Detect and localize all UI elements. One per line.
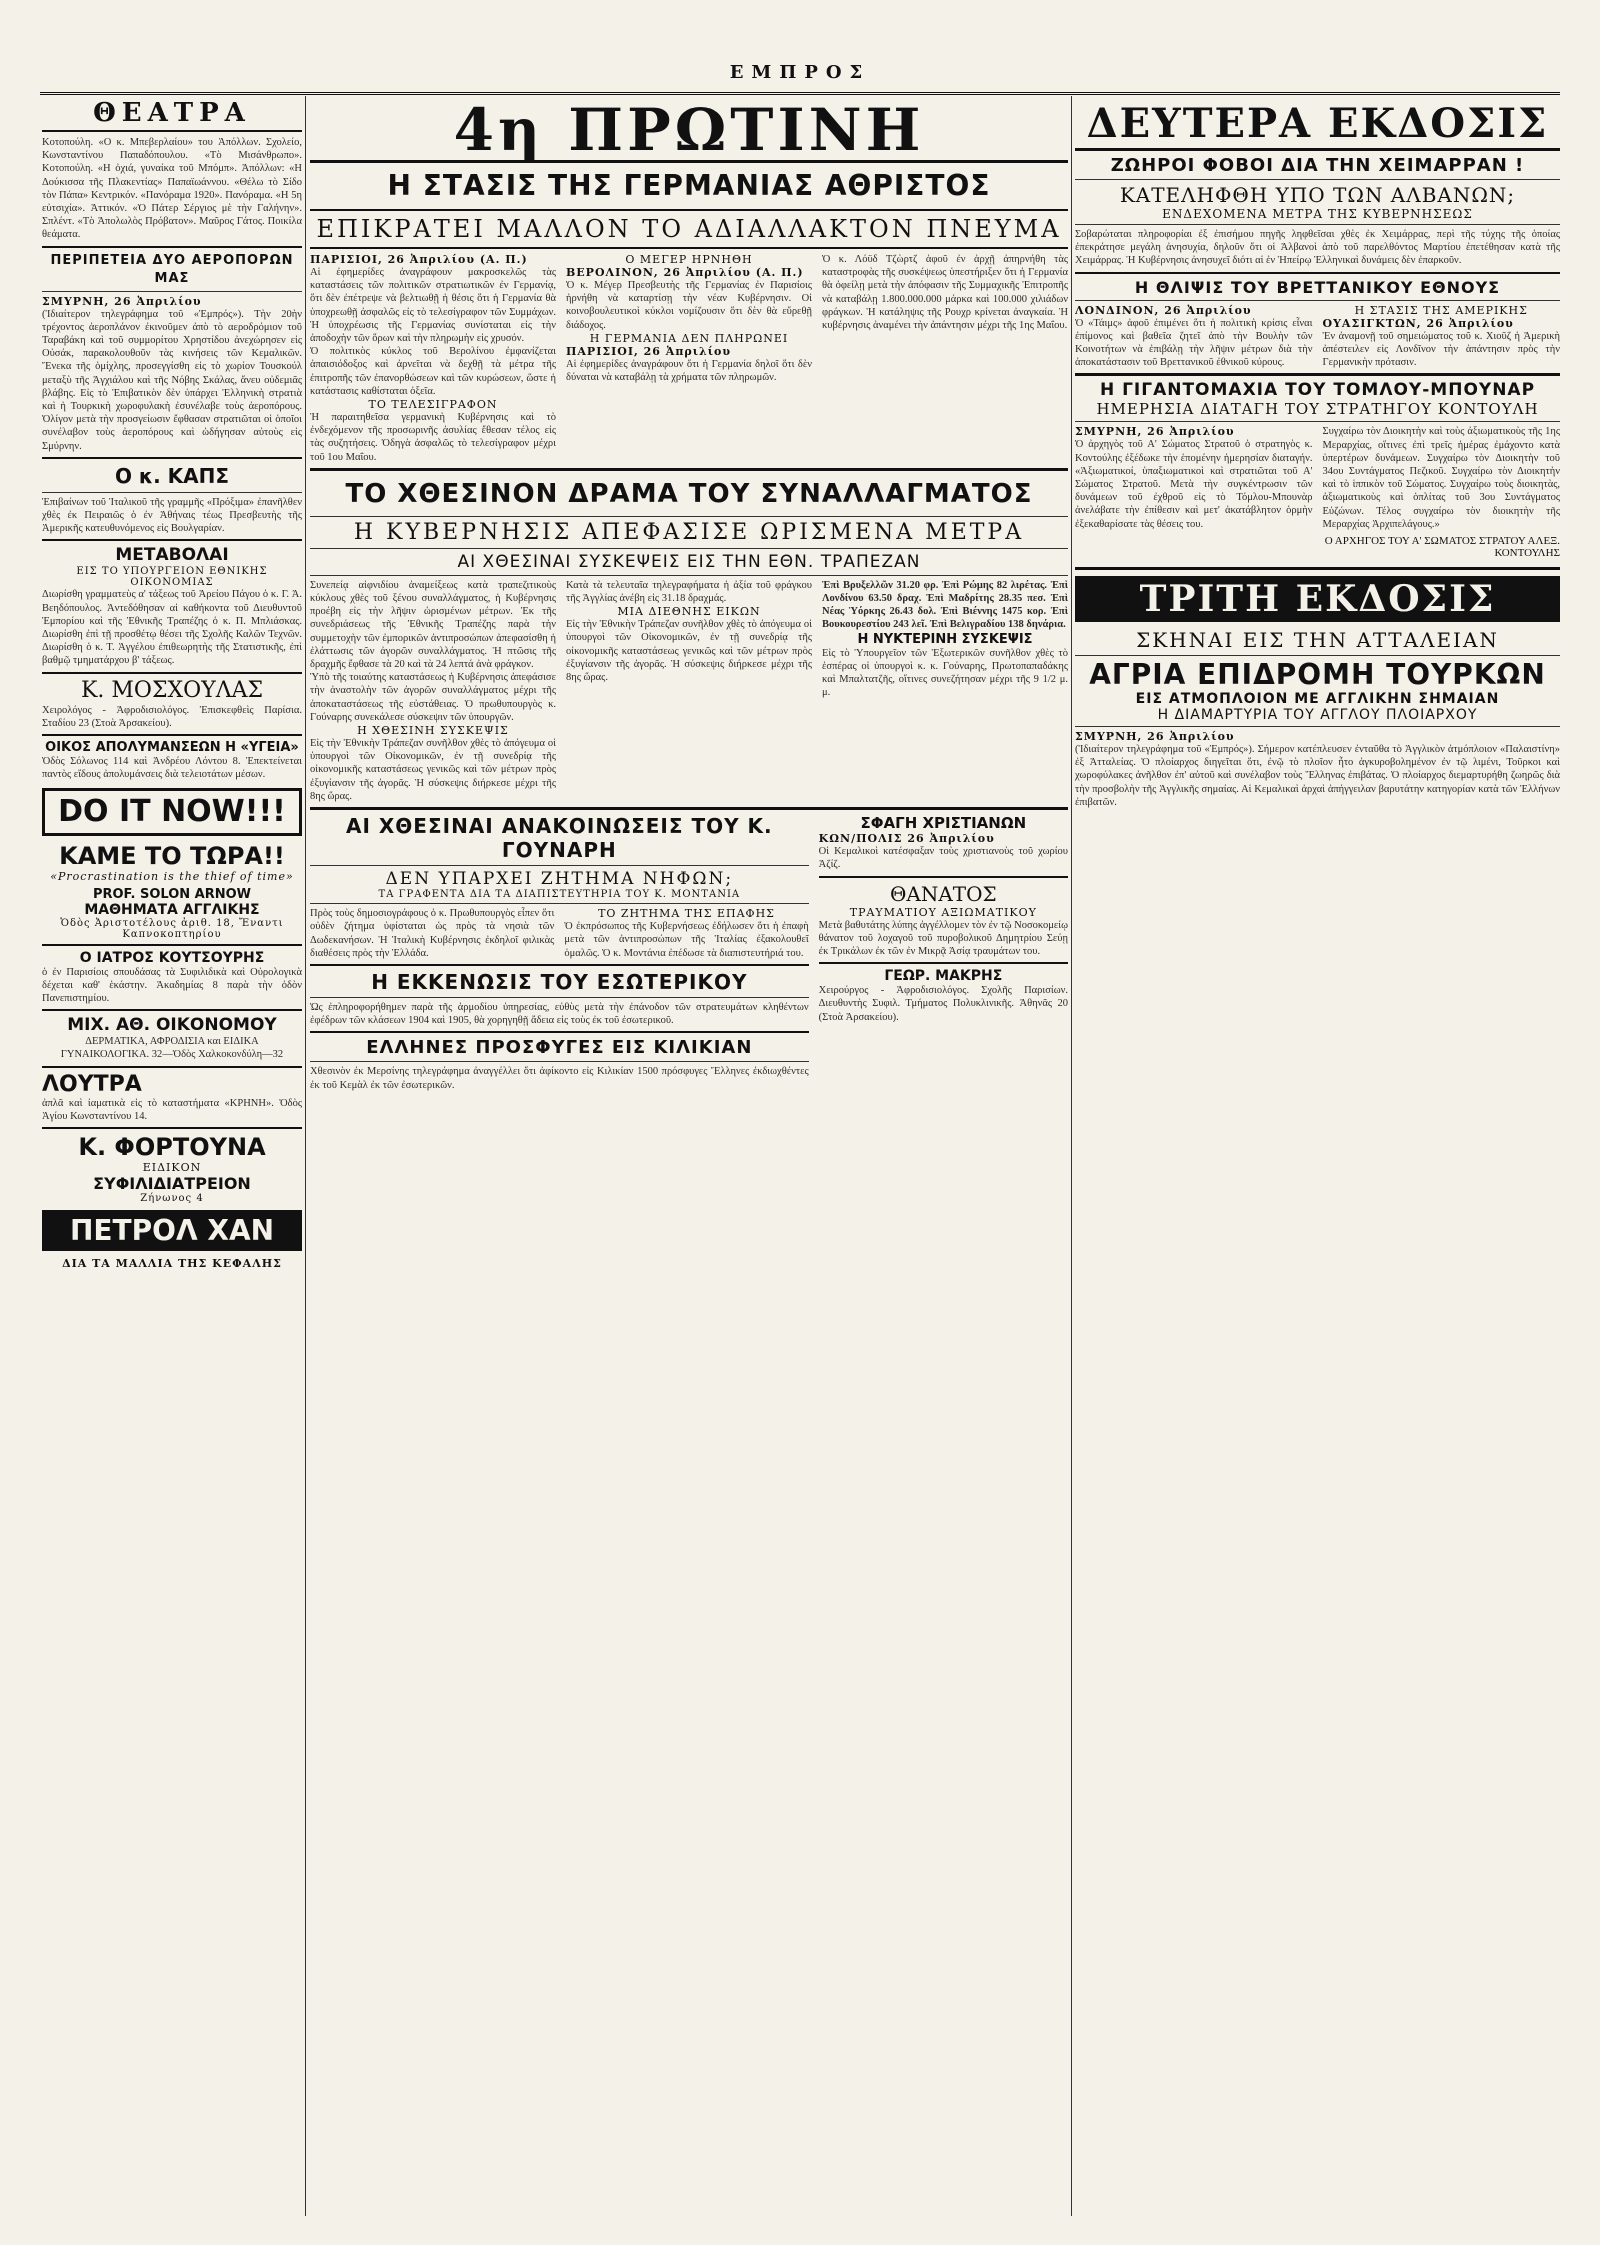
drama-subheadline2: ΑΙ ΧΘΕΣΙΝΑΙ ΣΥΣΚΕΨΕΙΣ ΕΙΣ ΤΗΝ ΕΘΝ. ΤΡΑΠΕΖΑΝ [457, 551, 921, 572]
turks-dateline: ΣΜΥΡΝΗ, 26 Ἀπριλίου [1075, 730, 1235, 744]
germany-subcol [822, 253, 1068, 464]
mission-text: Κατὰ τὰ τελευταῖα τηλεγραφήματα ἡ ἀξία τοῦ φράγκου τῆς Ἀγγλίας ἀνέβη εἰς 31.18 δραχμάς. [566, 579, 812, 605]
giant-signature: Ο ΑΡΧΗΓΟΣ ΤΟΥ Α' ΣΩΜΑΤΟΣ ΣΤΡΑΤΟΥ ΑΛΕΞ. ΚΟΝΤΟΥΛΗΣ [1324, 535, 1560, 560]
third-edition-banner: ΤΡΙΤΗ ΕΚΔΟΣΙΣ [1139, 578, 1496, 621]
germany-pay-text: Αἱ ἐφημερίδες ἀναγράφουν ὅτι ἡ Γερμανία δηλοῖ ὅτι δὲν δύναται νὰ καταβάλῃ τὰ χρήματα τῶν πληρωμῶν. [566, 358, 812, 384]
thanatos-text: Μετὰ βαθυτάτης λύπης ἀγγέλλομεν τὸν ἐν τῷ Νοσοκομείῳ θάνατον τοῦ λοχαγοῦ τοῦ πυροβολικοῦ Δημητρίου Σεύῃ ἐκ Τρικάλων ἐκ τῶν ἐν Μικρᾷ Ἀσίᾳ τραυμάτων του. [818, 919, 1068, 957]
attalia-headline: ΣΚΗΝΑΙ ΕΙΣ ΤΗΝ ΑΤΤΑΛΕΙΑΝ [1136, 628, 1499, 653]
evening-text: Εἰς τὴν Ἐθνικὴν Τράπεζαν συνῆλθον χθὲς τὸ ἀπόγευμα οἱ ὑπουργοὶ τῶν Οἰκονομικῶν, ἐν τῇ συνεδρίᾳ τῆς οἰκονομικῆς καταστάσεως γενικῶς καὶ τῶν μέτρων πρὸς ἐξυγίανσιν τῆς ἀγορᾶς. Ἡ σύσκεψις διήρκεσε μέχρι τῆς 8ης ὥρας. [566, 619, 812, 684]
america-text: Ἐν ἀναμονῇ τοῦ σημειώματος τοῦ κ. Χιοῦζ ἡ Ἀμερικὴ ἀπέστειλεν εἰς Λονδῖνον τὴν ἀπάντησιν πρὸς τὴν Γερμανικὴν πρότασιν. [1322, 330, 1560, 369]
makris-ad-title: ΓΕΩΡ. ΜΑΚΡΗΣ [884, 968, 1003, 985]
oikos-ad-title: ΟΙΚΟΣ ΑΠΟΛΥΜΑΝΣΕΩΝ Η «ΥΓΕΙΑ» [45, 740, 299, 756]
doctor-ad-title: Ο ΙΑΤΡΟΣ ΚΟΥΤΣΟΥΡΗΣ [79, 949, 265, 966]
evac-text: Ὡς ἐπληροφορήθημεν παρὰ τῆς ἁρμοδίου ὑπηρεσίας, εὐθὺς μετὰ τὴν ἐπάνοδον τῶν στρατευμάτων κληθέντων ἐφέδρων τῶν κλάσεων 1904 καὶ 1905, θὰ χορηγηθῇ ἄδεια εἰς τοὺς ἐκ τοῦ ἐσωτερικοῦ. [310, 1001, 809, 1027]
gounaris-headline: ΑΙ ΧΘΕΣΙΝΑΙ ΑΝΑΚΟΙΝΩΣΕΙΣ ΤΟΥ Κ. ΓΟΥΝΑΡΗ [346, 814, 773, 863]
meyer-text: Ὁ κ. Μέγερ Πρεσβευτὴς τῆς Γερμανίας ἐν Παρισίοις ἠρνήθη νὰ καταρτίσῃ τὴν νέαν Κυβέρνησιν. Οἱ κοινοβουλευτικοὶ κύκλοι νομίζουσιν ὅτι δὲν θὰ εὕρεθῇ διάδοχος. [566, 280, 812, 331]
germany-text: Ὁ κ. Λόϋδ Τζὼρτζ ἀφοῦ ἐν ἀρχῇ ἀπηρνήθη τὰς καταστροφὰς τῆς συσκέψεως ὑπεστήριξεν ὅτι ἡ Γερμανία θὰ ὀφείλῃ μετὰ τὴν ἀπόφασιν τῆς Συμμαχικῆς Ἐπιτροπῆς νὰ καταβάλῃ 1.800.000.000 μάρκα καὶ 100.000 χιλιάδων φράγκων. Ἡ κατάληψις τῆς Ρουχρ κρίνεται ἀναγκαία. Ἡ κυβέρνησις ἀναμένει τὴν ἀπάντησιν μέχρι τῆς 1ης Μαΐου. [822, 254, 1068, 332]
meyer-dateline: ΒΕΡΟΛΙΝΟΝ, 26 Ἀπριλίου (Α. Π.) [566, 266, 804, 279]
giant-article [1075, 425, 1560, 563]
edition-banner: 4η ΠΡΩΤΙΝΗ [310, 100, 1068, 163]
evening-text: Εἰς τὴν Ἐθνικὴν Τράπεζαν συνῆλθον χθὲς τὸ ἀπόγευμα οἱ ὑπουργοὶ τῶν Οἰκονομικῶν, ἐν τῇ συνεδρίᾳ τῆς οἰκονομικῆς καταστάσεως γενικῶς καὶ τῶν μέτρων πρὸς ἐξυγίανσιν τῆς ἀγορᾶς. Ἡ σύσκεψις διήρκεσε μέχρι τῆς 8ης ὥρας. [310, 738, 556, 802]
fortouna-ad-subtitle2: ΣΥΦΙΛΙΔΙΑΤΡΕΙΟΝ [93, 1173, 251, 1193]
contact-text: Ὁ ἐκπρόσωπος τῆς Κυβερνήσεως ἐδήλωσεν ὅτι ἡ ἐπαφὴ μετὰ τῶν ἀντιπροσώπων τῆς Ἰταλίας ἐξακολουθεῖ ὁμαλῶς. Ὁ κ. Μοντάνια ἐπέδωσε τὰ διαπιστευτήριά του. [564, 921, 809, 959]
germany-subcol [566, 253, 812, 464]
albania-text: Σοβαρώταται πληροφορίαι ἐξ ἐπισήμου πηγῆς ληφθεῖσαι χθὲς ἐκ Χειμάρρας, περὶ τῆς τύχης τῆς ὁποίας ἐπεκράτησε μεγάλη ἀνησυχία, δηλοῦν ὅτι οἱ Ἀλβανοὶ ἀπὸ τοῦ παρελθόντος Μαρτίου ἐπετέθησαν κατὰ τῆς Χειμάρρας. Ἡ Κυβέρνησις ἀνησυχεῖ διότι αἱ ἐν Ἠπείρῳ Ἑλληνικαὶ δυνάμεις δὲν ἐπαρκοῦν. [1075, 229, 1560, 267]
kaps-text: Ἐπιβαίνων τοῦ Ἰταλικοῦ τῆς γραμμῆς «Πρόξιμα» ἐπανῆλθεν χθὲς ἐκ Πειραιῶς ὁ ἐν Ἀθήναις τέως Πρεσβευτὴς τῆς Ἀμερικῆς κατευθυνόμενος εἰς Βουλγαρίαν. [42, 496, 302, 535]
giant-text: Συγχαίρω τὸν Διοικητὴν καὶ τοὺς ἀξιωματικοὺς τῆς 1ης Μεραρχίας, οἵτινες ἐπὶ τρεῖς ἡμέρας ἐμάχοντο κατὰ ὑπερτέρων δυνάμεων. Συγχαίρω τὸν Διοικητὴν τοῦ 34ου Συντάγματος Πεζικοῦ. Συγχαίρω τὸν Διοικητὴν καὶ τὸ ἱππικὸν τοῦ Σώματος. Συγχαίρω τοὺς διοικητὰς, ἀξιωματικοὺς καὶ ὁπλίτας τοῦ 3ου Συντάγματος Εὐζώνων. Τέλος συγχαίρω τὸν διοικητὴν τῆς Μεραρχίας Ἀρχιπελάγους.» [1322, 426, 1560, 530]
giant-subcol [1075, 425, 1313, 563]
center-column [310, 100, 1068, 2210]
fortouna-ad-address: Ζήνωνος 4 [140, 1192, 204, 1204]
kaps-heading: Ο κ. ΚΑΠΣ [114, 463, 230, 488]
divider [310, 865, 809, 866]
divider [310, 903, 809, 904]
mission-subheading: ΜΙΑ ΔΙΕΘΝΗΣ ΕΙΚΩΝ [617, 605, 761, 619]
divider [1075, 655, 1560, 656]
telegraph-text: Ἡ παραιτηθεῖσα γερμανικὴ Κυβέρνησις καὶ τὸ ἐνδεχόμενον τῆς προσωρινῆς ἀσυλίας ἔθεσαν τέλος εἰς τὰς συζητήσεις. Ὀδηγὰ ἀσφαλῶς τὸ τελεσίγραφον μέχρι τοῦ 1ου Μαΐου. [310, 412, 556, 463]
metaboles-heading: ΜΕΤΑΒΟΛΑΙ [115, 545, 229, 566]
divider [310, 997, 809, 998]
oikonomou-ad-title: ΜΙΧ. ΑΘ. ΟΙΚΟΝΟΜΟΥ [67, 1015, 277, 1036]
sfagi-text: Οἱ Κεμαλικοὶ κατέσφαξαν τοὺς χριστιανοὺς τοῦ χωρίου Ἀζίζ. [818, 846, 1068, 871]
makris-ad-text: Χειρούργος - Ἀφροδισιολόγος. Σχολῆς Παρισίων. Διευθυντὴς Συφιλ. Τμήματος Πολυκλινικῆς. Ἀθηνᾶς 20 (Στοὰ Ἀρσακείου). [818, 985, 1068, 1023]
divider [310, 516, 1068, 517]
solon-ad-subtitle: ΜΑΘΗΜΑΤΑ ΑΓΓΛΙΚΗΣ [84, 901, 260, 918]
british-subcol [1075, 304, 1313, 370]
divider [1075, 373, 1560, 376]
giant-text: Ὁ ἀρχηγὸς τοῦ Α' Σώματος Στρατοῦ ὁ στρατηγὸς κ. Κοντούλης ἐξέδωκε τὴν ἑπομένην ἡμερησίαν διαταγήν. «Ἀξιωματικοί, ὑπαξιωματικοὶ καὶ στρατιῶται τοῦ Α' Σώματος Στρατοῦ. Μετὰ τὴν συγκέντρωσιν τῶν δυνάμεων τοῦ ἐχθροῦ εἰς τὸ Τόμλου-Μπουνὰρ ἀνελάβατε τὴν ἐπίθεσιν καὶ μετ' ἀκατάβλητον ὁρμὴν ἐξεκαθαρίσατε τὰς θέσεις του. [1075, 439, 1313, 530]
exchange-rates-text: Ἐπὶ Βρυξελλῶν 31.20 φρ. Ἐπὶ Ρώμης 82 λιρέτας. Ἐπὶ Λονδίνου 63.50 δραχ. Ἐπὶ Μαδρίτης 28.35 πεσ. Ἐπὶ Νέας Ὑόρκης 26.43 δολ. Ἐπὶ Βιέννης 1475 κορ. Ἐπὶ Βουκουρεστίου 243 λεῖ. Ἐπὶ Βελιγραδίου 138 δηνάρια. [822, 579, 1068, 631]
divider [310, 575, 1068, 576]
divider [1075, 179, 1560, 180]
british-article [1075, 304, 1560, 370]
gounaris-subheadline2: ΤΑ ΓΡΑΦΕΝΤΑ ΔΙΑ ΤΑ ΔΙΑΠΙΣΤΕΥΤΗΡΙΑ ΤΟΥ Κ. ΜΟΝΤΑΝΙΑ [378, 889, 741, 901]
metaboles-subheading: ΕΙΣ ΤΟ ΥΠΟΥΡΓΕΙΟΝ ΕΘΝΙΚΗΣ ΟΙΚΟΝΟΜΙΑΣ [76, 566, 268, 589]
divider [42, 1127, 302, 1129]
second-edition-banner: ΔΕΥΤΕΡΑ ΕΚΔΟΣΙΣ [1075, 100, 1560, 151]
british-text: Ὁ «Τάιμς» ἀφοῦ ἐπιμένει ὅτι ἡ πολιτικὴ κρίσις εἶναι ἐπίμονος καὶ βαθεῖα ζητεῖ ἀπὸ τὴν Βουλὴν τῶν Κοινοτήτων νὰ ἐπιβάλῃ τὴν λῆψιν μέτρων διὰ τὴν ἀποκατάστασιν τοῦ Βρεττανικοῦ ἐθνικοῦ κύρους. [1075, 317, 1313, 369]
metaboles-text: Διωρίσθη γραμματεὺς α' τάξεως τοῦ Ἀρείου Πάγου ὁ κ. Γ. Ἀ. Βεηδόπουλος. Ἀντεδόθησαν αἱ καθήκοντα τοῦ Διευθυντοῦ Ἐμπορίου καὶ τῆς Ἐθνικῆς Τραπέζης ὁ κ. Π. Μπλιάσκας. Διωρίσθη ἐπὶ τῇ προσθέτῳ θέσει τῆς Σχολῆς Καλῶν Τεχνῶν. Διωρίσθη ὁ κ. Τ. Ἀγγέλου ἐπιθεωρητὴς τῆς Στατιστικῆς, ἐπὶ βαθμῷ τμηματάρχου β' τάξεως. [42, 589, 302, 667]
night-subheading: Η ΝΥΚΤΕΡΙΝΗ ΣΥΣΚΕΨΙΣ [857, 631, 1033, 647]
divider [42, 672, 302, 674]
drama-subcol [822, 579, 1068, 803]
theatra-heading: ΘΕΑΤΡΑ [93, 100, 251, 128]
gounaris-subcol [564, 907, 808, 960]
divider [1075, 726, 1560, 727]
germany-subcol [310, 253, 556, 464]
turks-subheadline2: Η ΔΙΑΜΑΡΤΥΡΙΑ ΤΟΥ ΑΓΓΛΟΥ ΠΛΟΙΑΡΧΟΥ [1157, 707, 1478, 724]
divider [42, 734, 302, 736]
moschoulas-ad-title: Κ. ΜΟΣΧΟΥΛΑΣ [80, 677, 264, 703]
sfagi-headline: ΣΦΑΓΗ ΧΡΙΣΤΙΑΝΩΝ [860, 814, 1027, 833]
solon-ad-name: PROF. SOLON ARNOW [92, 886, 252, 902]
divider [310, 1061, 809, 1062]
petrol-ad-title: ΠΕΤΡΟΛ ΧΑΝ [69, 1213, 275, 1247]
meyer-subheading: Ο ΜΕΓΕΡ ΗΡΝΗΘΗ [625, 253, 753, 266]
gounaris-text: Πρὸς τοὺς δημοσιογράφους ὁ κ. Πρωθυπουργὸς εἶπεν ὅτι οὐδὲν ζήτημα ὑφίσταται ὡς πρὸς τὰ νησιὰ τῶν Δωδεκανήσων. Ἡ Ἰταλικὴ Κυβέρνησις ἐκδηλοῖ φιλικὰς διαθέσεις πρὸς τὴν Ἑλλάδα. [310, 908, 555, 959]
fortouna-ad-subtitle: ΕΙΔΙΚΟΝ [142, 1160, 202, 1174]
british-subcol [1323, 304, 1561, 370]
left-column [42, 100, 302, 2210]
oikonomou-ad-text: ΔΕΡΜΑΤΙΚΑ, ΑΦΡΟΔΙΣΙΑ και ΕΙΔΙΚΑ ΓΥΝΑΙΚΟΛΟΓΙΚΑ. 32—Ὁδὸς Χαλκοκονδύλη—32 [60, 1036, 284, 1061]
drama-text: Συνεπείᾳ αἰφνιδίου ἀναμείξεως κατὰ τραπεζιτικοὺς κύκλους χθὲς τοῦ ξένου συναλλάγματος, ἡ Κυβέρνησις προέβη εἰς τὴν λῆψιν ὡρισμένων μέτρων. Ἐκ τῆς συνεδριάσεως τῆς Ἐθνικῆς Τραπέζης παρὰ τὴν συμμετοχὴν τῶν ἐμπορικῶν ἀντιπροσώπων ἀπεφασίσθη ἡ ἐλάττωσις τῶν ἀγορῶν συναλλάγματος. Ἡ πτῶσις τῆς δραχμῆς ἔφθασε τὰ 20 καὶ τὰ 24 λεπτά ἀνὰ φράγκον. [310, 579, 556, 671]
doit-ad-title: DO IT NOW!!! [58, 793, 286, 829]
drama-subcol [310, 579, 556, 803]
night-text: Εἰς τὸ Ὑπουργεῖον τῶν Ἐξωτερικῶν συνῆλθον χθὲς τὸ ἑσπέρας οἱ ὑπουργοὶ κ. κ. Γούναρης, Πρωτοπαπαδάκης καὶ Μπαλτατζῆς, οἵτινες συνεζήτησαν μέχρι τῆς 9 1/2 μ. μ. [822, 647, 1068, 699]
masthead [40, 62, 1560, 95]
doctor-ad-text: ὁ ἐν Παρισίοις σπουδάσας τὰ Συφιλιδικὰ καὶ Οὐρολογικὰ δέχεται καθ' ἑκάστην. Ἀκαδημίας 8 παρὰ τὴν ὁδὸν Πανεπιστημίου. [42, 966, 302, 1004]
giant-dateline: ΣΜΥΡΝΗ, 26 Ἀπριλίου [1075, 425, 1235, 439]
divider [42, 1009, 302, 1011]
divider [42, 291, 302, 292]
germany-subheadline: ΕΠΙΚΡΑΤΕΙ ΜΑΛΛΟΝ ΤΟ ΑΔΙΑΛΛΑΚΤΟΝ ΠΝΕΥΜΑ [316, 215, 1062, 243]
giant-subcol [1323, 425, 1561, 563]
drama-subcol [566, 579, 812, 803]
evac-headline: Η ΕΚΚΕΝΩΣΙΣ ΤΟΥ ΕΣΩΤΕΡΙΚΟΥ [371, 969, 748, 994]
lower-right-block [819, 814, 1068, 1092]
america-dateline: ΟΥΑΣΙΓΚΤΩΝ, 26 Ἀπριλίου [1322, 316, 1514, 330]
divider [819, 962, 1068, 964]
british-dateline: ΛΟΝΔΙΝΟΝ, 26 Ἀπριλίου [1075, 303, 1252, 317]
divider [310, 1031, 809, 1033]
sfagi-dateline: ΚΩΝ/ΠΟΛΙΣ 26 Ἀπριλίου [818, 832, 995, 846]
divider [1075, 421, 1560, 422]
kame-ad-title: ΚΑΜΕ ΤΟ ΤΩΡΑ!! [59, 841, 285, 870]
divider [310, 247, 1068, 249]
germany-headline: Η ΣΤΑΣΙΣ ΤΗΣ ΓΕΡΜΑΝΙΑΣ ΑΘΡΙΣΤΟΣ [387, 169, 991, 202]
loutra-ad-text: ἀπλᾶ καὶ ἰαματικὰ εἰς τὸ καταστήματα «ΚΡΗΝΗ». Ὁδὸς Ἁγίου Κωνσταντίνου 14. [42, 1097, 302, 1122]
theatra-text: Κοτοπούλη. «Ο κ. Μπεβερλαίου» του Ἀπόλλων. Σχολείο, Κωνσταντίνου Παπαδόπουλου. «Τὸ Μισάνθρωπο». Κοτοπούλη. «Η ὀχιά, γυναίκα τοῦ Μπόμπ». Ἀπόλλων: «Η Δούκισσα τῆς Πλακεντίας» Παπαϊωάννου. «Θέλω τὸ Σίδο τὸν Πάπα» Κεντρικόν. «Πανόραμα 1920». Πανόραμα. «Η 5η εὐτσιχία». Ἀττικόν. «Ὁ Πάτερ Σέργιος μὲ τὴν Γαλήνην». Σπλέντ. «Τὸ Ἀπολωλὸς Πρόβατον». Μαῦρος Γάτος. Ποικίλα θεάματα. [42, 137, 302, 241]
divider [42, 130, 302, 132]
divider [310, 209, 1068, 211]
giant-subheadline: ΗΜΕΡΗΣΙΑ ΔΙΑΤΑΓΗ ΤΟΥ ΣΤΡΑΤΗΓΟΥ ΚΟΝΤΟΥΛΗ [1096, 400, 1539, 419]
refugees-headline: ΕΛΛΗΝΕΣ ΠΡΟΣΦΥΓΕΣ ΕΙΣ ΚΙΛΙΚΙΑΝ [366, 1037, 753, 1059]
right-column [1075, 100, 1560, 2210]
divider [42, 246, 302, 248]
panic-headline: ΖΩΗΡΟΙ ΦΟΒΟΙ ΔΙΑ ΤΗΝ ΧΕΙΜΑΡΡΑΝ ! [1110, 155, 1525, 176]
albania-headline: ΚΑΤΕΛΗΦΘΗ ΥΠΟ ΤΩΝ ΑΛΒΑΝΩΝ; [1119, 183, 1516, 207]
evening-subheading: Η ΧΘΕΣΙΝΗ ΣΥΣΚΕΨΙΣ [357, 724, 509, 738]
doit-ad [42, 788, 302, 836]
germany-pay-subheading: Η ΓΕΡΜΑΝΙΑ ΔΕΝ ΠΛΗΡΩΝΕΙ [589, 331, 789, 345]
divider [1075, 272, 1560, 274]
albania-subheadline: ΕΝΔΕΧΟΜΕΝΑ ΜΕΤΡΑ ΤΗΣ ΚΥΒΕΡΝΗΣΕΩΣ [1162, 207, 1473, 221]
germany-article [310, 253, 1068, 464]
solon-ad-address: Ὁδὸς Ἀριστοτέλους ἀριθ. 18, Ἔναντι Καπνοκοπτηρίου [60, 917, 284, 940]
telegraph-subheading: ΤΟ ΤΕΛΕΣΙΓΡΑΦΟΝ [368, 398, 498, 412]
british-headline: Η ΘΛΙΨΙΣ ΤΟΥ ΒΡΕΤΤΑΝΙΚΟΥ ΕΘΝΟΥΣ [1134, 277, 1501, 297]
divider [310, 548, 1068, 549]
divider [310, 807, 1068, 810]
divider [42, 539, 302, 541]
germany-pay-dateline: ΠΑΡΙΣΙΟΙ, 26 Ἀπριλίου [566, 344, 732, 358]
third-edition-banner-bg [1075, 576, 1560, 622]
column-divider [1071, 96, 1072, 2216]
divider [42, 457, 302, 459]
divider [42, 492, 302, 493]
contact-subheading: ΤΟ ΖΗΤΗΜΑ ΤΗΣ ΕΠΑΦΗΣ [598, 907, 775, 921]
gounaris-subheadline: ΔΕΝ ΥΠΑΡΧΕΙ ΖΗΤΗΜΑ ΝΗΦΩΝ; [385, 869, 734, 890]
divider [42, 944, 302, 946]
thanatos-headline: ΘΑΝΑΤΟΣ [890, 881, 997, 906]
germany-text: Ὁ πολιτικὸς κύκλος τοῦ Βερολίνου ἐμφανίζεται ἀπαισιόδοξος καὶ ἀρνεῖται νὰ δεχθῇ τὰ μέτρα τῆς ἐπιτροπῆς τῶν ἐπανορθώσεων καὶ τῶν κυρώσεων, ὥστε ἡ κατάστασις καθίσταται ὀξεῖα. [310, 346, 556, 397]
oikos-ad-text: Ὁδὸς Σόλωνος 114 καὶ Ἀνδρέου Λόντου 8. Ἐπεκτείνεται παντὸς εἴδους ἀπολυμάνσεις διὰ τελειοτάτων μέσων. [42, 756, 302, 781]
loutra-ad-title: ΛΟΥΤΡΑ [42, 1071, 142, 1097]
lower-center [310, 814, 1068, 1092]
turks-text: (Ἰδιαίτερον τηλεγράφημα τοῦ «Ἐμπρός»). Σήμερον κατέπλευσεν ἐνταῦθα τὸ Ἀγγλικὸν ἀτμόπλοιον «Παλαιστίνη» ἐξ Ἀτταλείας. Ὁ πλοίαρχος διηγεῖται ὅτι, ἐνῷ τὸ πλοῖον ἦτο ἀγκυροβολημένον ἐν τῷ λιμένι, Τοῦρκοι καὶ χωροφύλακες ἀνῆλθον ἐπ' αὐτοῦ καὶ συνέλαβον τοὺς Ἕλληνας ἐπιβάτας. Ὁ πλοίαρχος διεμαρτυρήθη ζωηρῶς διὰ τὴν προσβολὴν τῆς Ἀγγλικῆς σημαίας. Αἱ Κεμαλικαὶ ἀρχαὶ ἀπήγγειλαν βαρυτάτην κατηγορίαν κατὰ τῶν Ἑλλήνων ἐπιβατῶν. [1075, 744, 1560, 808]
procrastination-quote: «Procrastination is the thief of time» [50, 869, 294, 883]
petrol-ad-subtitle: ΔΙΑ ΤΑ ΜΑΛΛΙΑ ΤΗΣ ΚΕΦΑΛΗΣ [62, 1256, 282, 1270]
drama-subheadline: Η ΚΥΒΕΡΝΗΣΙΣ ΑΠΕΦΑΣΙΣΕ ΩΡΙΣΜΕΝΑ ΜΕΤΡΑ [353, 519, 1025, 545]
germany-dateline: ΠΑΡΙΣΙΟΙ, 26 Ἀπριλίου (Α. Π.) [310, 253, 528, 266]
divider [310, 468, 1068, 471]
thanatos-subheadline: ΤΡΑΥΜΑΤΙΟΥ ΑΞΙΩΜΑΤΙΚΟΥ [849, 905, 1037, 919]
petrol-ad [42, 1210, 302, 1251]
divider [42, 1066, 302, 1068]
germany-text: Αἱ ἐφημερίδες ἀναγράφουν μακροσκελῶς τὰς καταστάσεις τῶν πολιτικῶν στρατιωτικῶν ἐν Γερμανίᾳ, ὅτι δὲν ἐπέτρεψε νὰ βελτιωθῇ ἡ θέσις ὅτι ἡ Γερμανία θὰ ὑποχρεωθῇ ἀσφαλῶς εἰς τὸ τελεσίγραφον τῶν Συμμάχων. Ἡ ὑποχρέωσις τῆς Γερμανίας συνίσταται εἰς τὴν ἀποδοχὴν τῶν ὅρων καὶ τὴν πληρωμὴν εἰς χρυσόν. [310, 267, 556, 345]
gounaris-subcol [310, 907, 554, 960]
divider [1075, 567, 1560, 570]
column-divider [305, 96, 306, 2216]
giant-headline: Η ΓΙΓΑΝΤΟΜΑΧΙΑ ΤΟΥ ΤΟΜΛΟΥ-ΜΠΟΥΝΑΡ [1099, 380, 1536, 401]
turks-headline: ΑΓΡΙΑ ΕΠΙΔΡΟΜΗ ΤΟΥΡΚΩΝ [1089, 658, 1546, 692]
turks-subheadline: ΕΙΣ ΑΤΜΟΠΛΟΙΟΝ ΜΕ ΑΓΓΛΙΚΗΝ ΣΗΜΑΙΑΝ [1135, 691, 1500, 708]
drama-article [310, 579, 1068, 803]
drama-text: Ὑπὸ τῆς τοιαύτης καταστάσεως ἡ Κυβέρνησις ἀπεφάσισε τὴν ἀναστολὴν τῶν ἀγορῶν συναλλάγματος μέχρι τῆς ἀποκαταστάσεως τῆς εὐστάθειας. Ὁ πρωθυπουργὸς κ. Γούναρης συνεκάλεσε σύσκεψιν τῶν ὑπουργῶν. [310, 672, 556, 723]
flight-heading: ΠΕΡΙΠΕΤΕΙΑ ΔΥΟ ΑΕΡΟΠΟΡΩΝ ΜΑΣ [50, 252, 294, 286]
divider [1075, 300, 1560, 301]
america-subheading: Η ΣΤΑΣΙΣ ΤΗΣ ΑΜΕΡΙΚΗΣ [1354, 303, 1528, 317]
flight-dateline: ΣΜΥΡΝΗ, 26 Ἀπριλίου [42, 294, 202, 308]
divider [1075, 224, 1560, 225]
fortouna-ad-title: Κ. ΦΟΡΤΟΥΝΑ [78, 1132, 266, 1161]
flight-text: (Ἰδιαίτερον τηλεγράφημα τοῦ «Ἐμπρός»). Τὴν 20ὴν τρέχοντος ἀεροπλάνον ἐκινοῦμεν ἀπὸ τὸ αεροδρόμιον τοῦ Ταραβάκη καὶ τοῦ συμμορίτου Χρηστίδου ἀνεχώρησεν εἰς Οὐσάκ, παρακολουθοῦν τὰς κινήσεις τῶν Κεμαλικῶν. Ἕνεκα τῆς ὁμίχλης, προσεγγίσθη εἰς τὸ χωρίον Τουσκούλ μεταξὺ τῆς Ἀγχιάλου καὶ τῆς Νόβης Σκάλας, ἄνευ οὐδεμιᾶς βλάβης. Εἰς τὸ Ἐπιβατικὸν δὲν ὑπάρχει Ἑλληνικὴ στρατιὰ καὶ ἡ Τουρκικὴ χωροφυλακὴ ἐσυνέλαβε τοὺς ἀεροπόρους. Ὀλίγον μετὰ τὴν προσγείωσιν ἔφθασαν στρατιῶται οἱ ὁποῖοι συνέλαβον τοὺς ἀεροπόρους καὶ ὡδήγησαν αὐτοὺς εἰς Σμύρνην. [42, 308, 302, 452]
drama-headline: ΤΟ ΧΘΕΣΙΝΟΝ ΔΡΑΜΑ ΤΟΥ ΣΥΝΑΛΛΑΓΜΑΤΟΣ [345, 478, 1033, 509]
divider [310, 964, 809, 966]
gounaris-article [310, 907, 809, 960]
divider [819, 876, 1068, 878]
gounaris-block [310, 814, 809, 1092]
masthead-title: ΕΜΠΡΟΣ [729, 62, 871, 83]
moschoulas-ad-text: Χειρολόγος - Ἀφροδισιολόγος. Ἐπισκεφθεὶς Παρίσια. Σταδίου 23 (Στοὰ Ἀρσακείου). [42, 704, 302, 729]
refugees-text: Χθεσινὸν ἐκ Μερσίνης τηλεγράφημα ἀναγγέλλει ὅτι ἀφίκοντο εἰς Κιλικίαν 1500 πρόσφυγες Ἕλληνες ἐκδιωχθέντες ἐκ τοῦ Κεμὰλ ἐκ τῶν ἐσωτερικῶν. [310, 1066, 809, 1091]
